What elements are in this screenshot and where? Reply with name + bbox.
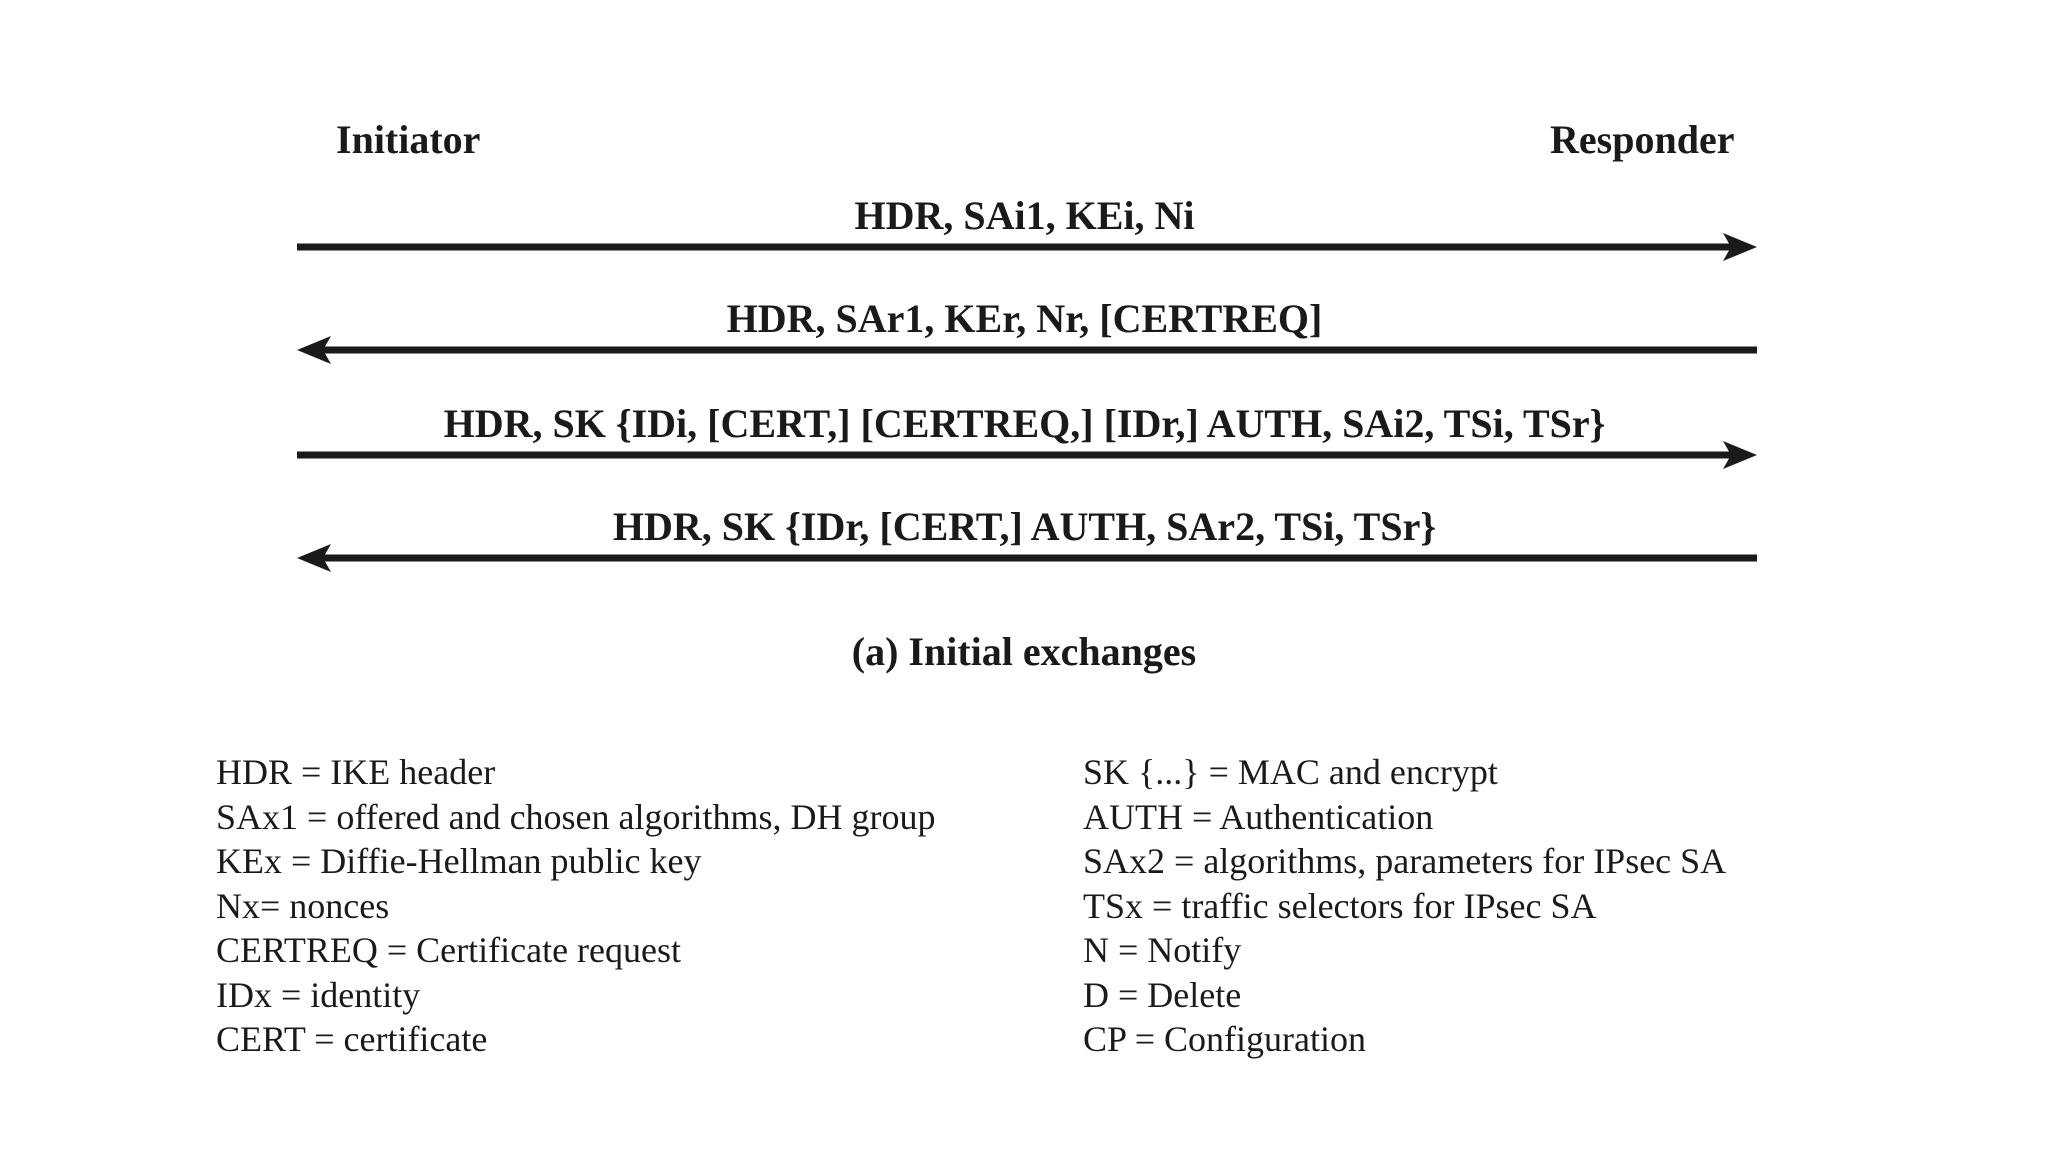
message-3-arrow xyxy=(297,441,1757,469)
legend-left-column xyxy=(216,750,936,1062)
legend-item-n: N = Notify xyxy=(1083,930,1242,970)
legend-item-tsx: TSx = traffic selectors for IPsec SA xyxy=(1083,885,1597,926)
legend-item-sk: SK {...} = MAC and encrypt xyxy=(1083,752,1498,792)
message-3-label: HDR, SK {IDi, [CERT,] [CERTREQ,] [IDr,] AUTH, SAi2, TSi, TSr} xyxy=(443,401,1606,446)
message-2-arrow xyxy=(297,336,1757,364)
message-4-label: HDR, SK {IDr, [CERT,] AUTH, SAr2, TSi, TSr} xyxy=(612,504,1437,549)
figure-caption: (a) Initial exchanges xyxy=(851,629,1197,674)
legend-item-sax1: SAx1 = offered and chosen algorithms, DH group xyxy=(216,796,936,837)
legend-item-kex: KEx = Diffie-Hellman public key xyxy=(216,841,702,881)
message-1-arrow xyxy=(297,233,1757,261)
legend-item-sax2: SAx2 = algorithms, parameters for IPsec SA xyxy=(1083,841,1727,881)
legend-right-column xyxy=(1083,750,1726,1062)
legend-item-hdr: HDR = IKE header xyxy=(216,752,496,792)
message-1-label: HDR, SAi1, KEi, Ni xyxy=(854,193,1195,238)
message-2-label: HDR, SAr1, KEr, Nr, [CERTREQ] xyxy=(726,296,1323,341)
legend-item-d: D = Delete xyxy=(1083,974,1242,1015)
legend-item-cert: CERT = certificate xyxy=(216,1019,488,1059)
legend-item-nx: Nx= nonces xyxy=(216,885,390,926)
legend-item-auth: AUTH = Authentication xyxy=(1083,796,1434,837)
message-4-arrow xyxy=(297,544,1757,572)
responder-label: Responder xyxy=(1550,117,1735,162)
legend-item-cp: CP = Configuration xyxy=(1083,1019,1366,1059)
initiator-label: Initiator xyxy=(336,117,481,162)
legend-item-idx: IDx = identity xyxy=(216,974,421,1015)
legend-item-certreq: CERTREQ = Certificate request xyxy=(216,930,682,970)
